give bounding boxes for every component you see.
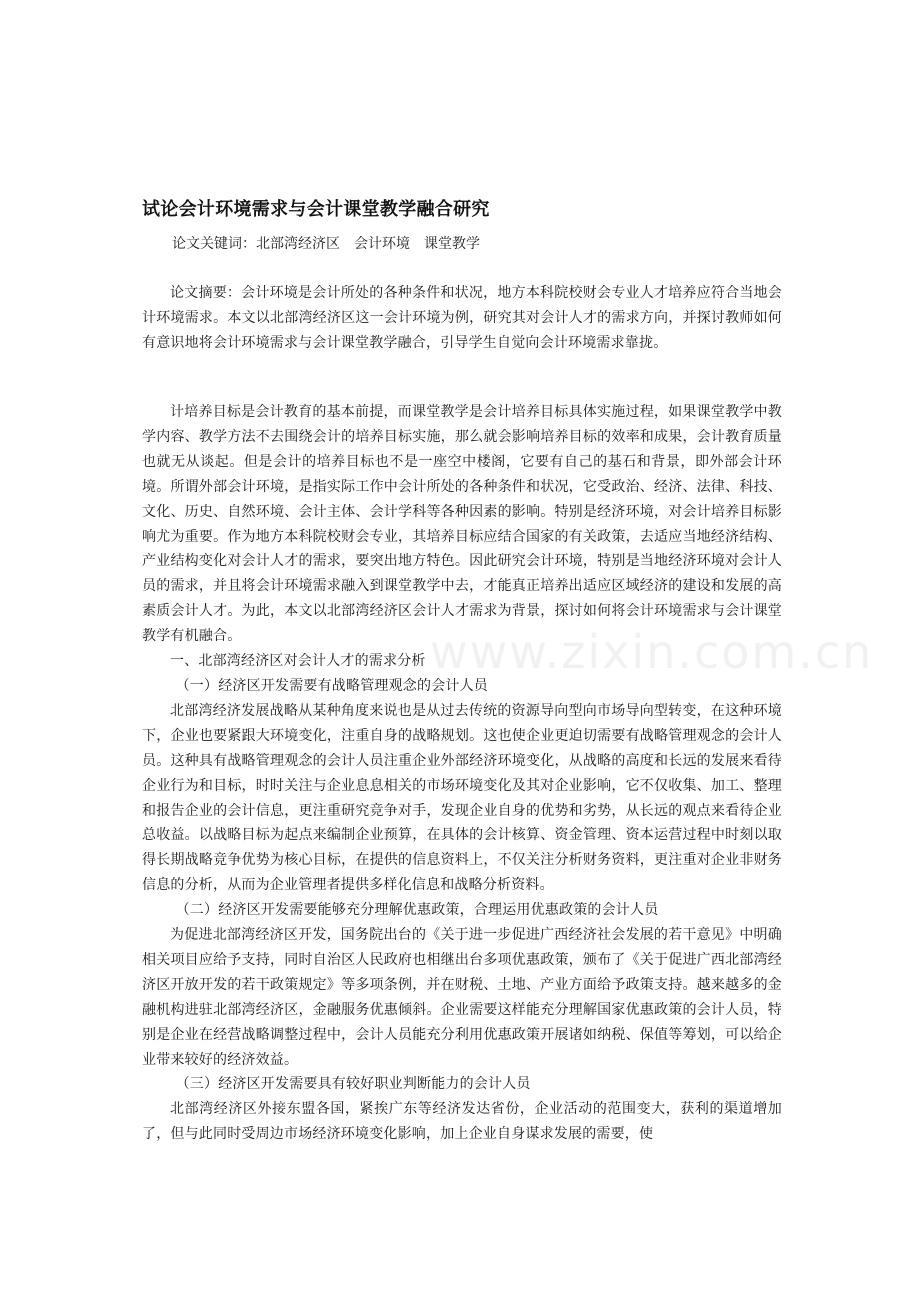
body-paragraph: 为促进北部湾经济区开发，国务院出台的《关于进一步促进广西经济社会发展的若干意见》中明确相关项目应给予支持，同时自治区人民政府也相继出台多项优惠政策，颁布了《关于促进广西北部湾经济区开放开发的若干政策规定》等多项条例，并在财税、土地、产业方面给予政策支持。越来越多的金融机构进驻北部湾经济区，金融服务优惠倾斜。企业需要这样能充分理解国家优惠政策的会计人员，特别是企业在经营战略调整过程中，会计人员能充分利用优惠政策开展诸如纳税、保值等筹划，可以给企业带来较好的经济效益。 — [142, 927, 782, 1068]
body-paragraph: 北部湾经济发展战略从某种角度来说也是从过去传统的资源导向型向市场导向型转变，在这种环境下，企业也要紧跟大环境变化，注重自身的战略规划。这也使企业更迫切需要有战略管理观念的会计人员。这种具有战略管理观念的会计人员注重企业外部经济环境变化，从战略的高度和长远的发展来看待企业行为和目标，时时关注与企业息息相关的市场环境变化及其对企业影响，它不仅收集、加工、整理和报告企业的会计信息，更注重研究竞争对手，发现企业自身的优势和劣势，从长远的观点来看待企业总收益。以战略目标为起点来编制企业预算，在具体的会计核算、资金管理、资本运营过程中时刻以取得长期战略竞争优势为核心目标，在提供的信息资料上，不仅关注分析财务资料，更注重对企业非财务信息的分析，从而为企业管理者提供多样化信息和战略分析资料。 — [142, 702, 782, 894]
document-title: 试论会计环境需求与会计课堂教学融合研究 — [142, 199, 490, 220]
keyword-item: 会计环境 — [354, 236, 410, 252]
subsection-heading: （三）经济区开发需要具有较好职业判断能力的会计人员 — [175, 1076, 531, 1093]
watermark-text: www.zixin.com.cn — [430, 625, 874, 679]
keyword-item: 课堂教学 — [424, 236, 480, 252]
section-heading: 一、北部湾经济区对会计人才的需求分析 — [170, 653, 426, 670]
subsection-heading: （一）经济区开发需要有战略管理观念的会计人员 — [175, 677, 488, 694]
abstract-paragraph: 论文摘要：会计环境是会计所处的各种条件和状况，地方本科院校财会专业人才培养应符合当地会计环境需求。本文以北部湾经济区这一会计环境为例，研究其对会计人才的需求方向，并探讨教师如何有意识地将会计环境需求与会计课堂教学融合，引导学生自觉向会计环境需求靠拢。 — [142, 285, 782, 351]
keyword-item: 北部湾经济区 — [256, 236, 340, 252]
subsection-heading: （二）经济区开发需要能够充分理解优惠政策，合理运用优惠政策的会计人员 — [175, 902, 659, 919]
body-paragraph: 北部湾经济区外接东盟各国，紧挨广东等经济发达省份，企业活动的范围变大，获利的渠道增加了，但与此同时受周边市场经济环境变化影响，加上企业自身谋求发展的需要，使 — [142, 1101, 782, 1143]
body-text — [142, 400, 782, 1147]
abstract-block — [142, 281, 782, 356]
body-paragraph: 计培养目标是会计教育的基本前提，而课堂教学是会计培养目标具体实施过程，如果课堂教学中教学内容、教学方法不去围绕会计的培养目标实施，那么就会影响培养目标的效率和成果，会计教育质量也就无从谈起。但是会计的培养目标也不是一座空中楼阁，它要有自己的基石和背景，即外部会计环境。所谓外部会计环境，是指实际工作中会计所处的各种条件和状况，它受政治、经济、法律、科技、文化、历史、自然环境、会计主体、会计学科等各种因素的影响。特别是经济环境，对会计培养目标影响尤为重要。作为地方本科院校财会专业，其培养目标应结合国家的有关政策，去适应当地经济结构、产业结构变化对会计人才的需求，要突出地方特色。因此研究会计环境，特别是当地经济环境对会计人员的需求，并且将会计环境需求融入到课堂教学中去，才能真正培养出适应区域经济的建设和发展的高素质会计人才。为此，本文以北部湾经济区会计人才需求为背景，探讨如何将会计环境需求与会计课堂教学有机融合。 — [142, 404, 782, 645]
keywords-line — [142, 233, 782, 255]
keywords-label: 论文关键词： — [172, 236, 256, 252]
